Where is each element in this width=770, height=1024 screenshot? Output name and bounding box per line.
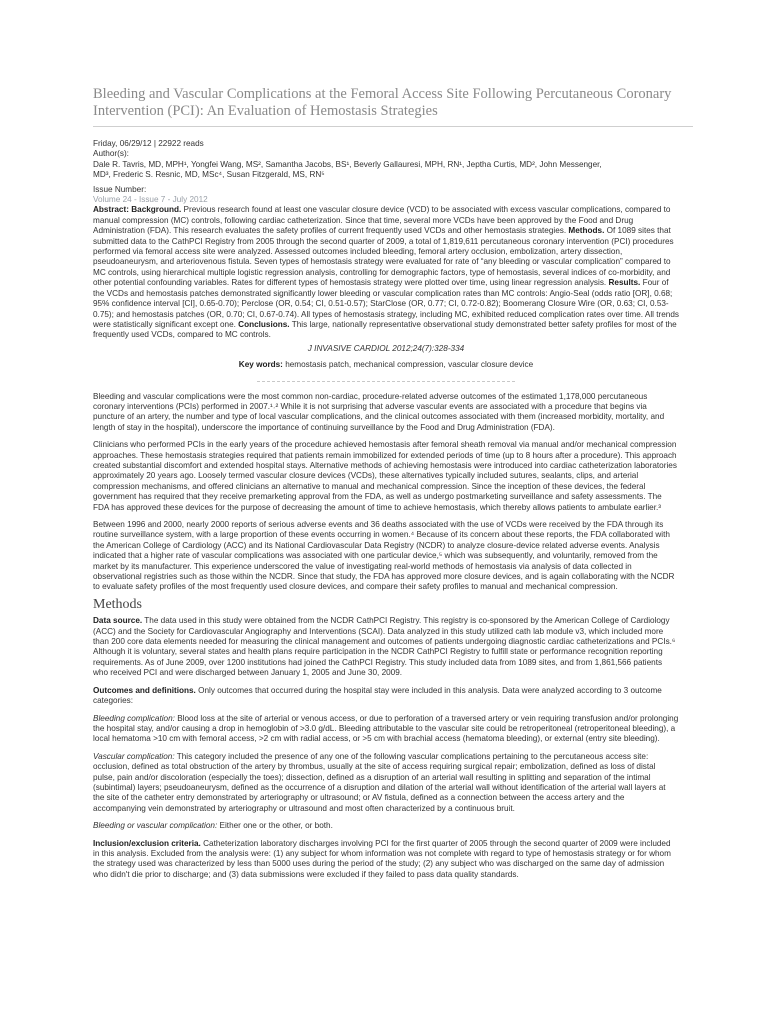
intro-paragraph-1: Bleeding and vascular complications were the most common non-cardiac, procedure-related adverse outcomes of the estimated 1,178,000 percutaneous coronary interventions (PCIs) performed in 2007.¹˒² While it is not surprising that adverse vascular events are associated with a procedure that begins via puncture of an artery, the number and type of local vascular complications, and the clinical outcomes associated with them (increased morbidity, mortality, and length of stay in the hospital), underscore the importance of continuing surveillance by the Food and Drug Administration (FDA). <box>93 391 665 432</box>
conclusions-label: Conclusions. <box>238 319 290 329</box>
either-paragraph <box>93 821 679 831</box>
issue-value: Volume 24 - Issue 7 - July 2012 <box>93 195 208 205</box>
outcomes-paragraph <box>93 686 679 707</box>
background-text: Previous research found at least one vascular closure device (VCD) to be associated with excess vascular complications, compared to manual compression (MC) controls, following cardiac catheterization. Since that time, several more VCDs have been approved by the Food and Drug Administration (FDA). This research evaluates the safety profiles of current frequently used VCDs and other hemostasis strategies. <box>93 205 671 236</box>
article-page <box>93 0 679 887</box>
article-meta <box>93 139 679 205</box>
results-label: Results. <box>608 278 641 288</box>
issue-label: Issue Number: <box>93 184 147 194</box>
inclusion-text: Catheterization laboratory discharges involving PCI for the first quarter of 2005 through the second quarter of 2009 were included in this analysis. Excluded from the analysis were: (1) any subject for whom information was not complete with regard to type of hemostasis strategy or for whom the strategy used was characterized by less than 5000 uses during the period of the study; (2) any subject who was discharged on the same day of admission who didn't die prior to discharge; and (3) data submissions were excluded if they failed to pass data quality standards. <box>93 838 671 879</box>
vascular-text: This category included the presence of any one of the following vascular complications pertaining to the percutaneous access site: occlusion, defined as total obstruction of the artery by thrombus, usually at the site of access requiring surgical repair; embolization, defined as loss of distal pulse, pain and/or discoloration (especially the toes); dissection, defined as a disruption of an arterial wall resulting in splitting and separation of the intimal (subintimal) layers; pseudoaneurysm, defined as the occurrence of a disruption and dilation of the arterial wall without identification of the arterial wall layers at the site of the catheter entry demonstrated by arteriography or ultrasound; or AV fistula, defined as a connection between the access artery and the accompanying vein demonstrated by arteriography or ultrasound and most often characterized by a continuous bruit. <box>93 751 666 813</box>
conclusions-text: This large, nationally representative observational study demonstrated better safety profiles for most of the frequently used VCDs, compared to MC controls. <box>93 319 677 340</box>
vascular-label: Vascular complication: <box>93 751 175 761</box>
results-text: Four of the VCDs and hemostasis patches demonstrated significantly lower bleeding or vascular complication rates than MC controls: Angio-Seal (odds ratio [OR], 0.68; 95% confidence interval [CI], 0.65-0.70); Perclose (OR, 0.54; CI, 0.51-0.57); StarClose (OR, 0.77; CI, 0.72-0.82); Boomerang Closure Wire (OR, 0.63; CI, 0.53-0.75); and hemostasis patches (OR, 0.70; CI, 0.67-0.74). All types of hemostasis strategy, including MC, exhibited reduced complication rates over time. All trends were statistically significant except one. <box>93 278 679 329</box>
outcomes-label: Outcomes and definitions. <box>93 685 196 695</box>
abstract-label: Abstract: <box>93 205 129 215</box>
outcomes-text: Only outcomes that occurred during the hospital stay were included in this analysis. Data were analyzed according to 3 outcome categories: <box>93 685 662 706</box>
methods-label: Methods. <box>568 226 605 236</box>
article-body <box>93 139 679 880</box>
keywords <box>93 360 679 370</box>
data-source-label: Data source. <box>93 616 143 626</box>
date-reads: Friday, 06/29/12 | 22922 reads <box>93 139 204 148</box>
authors-line-1: Dale R. Tavris, MD, MPH¹, Yongfei Wang, MS², Samantha Jacobs, BS¹, Beverly Gallauresi, MPH, RN¹, Jeptha Curtis, MD², John Messenger, <box>93 159 602 169</box>
title-divider <box>93 126 693 127</box>
vascular-paragraph <box>93 752 679 814</box>
bleeding-text: Blood loss at the site of arterial or venous access, or due to perforation of a traversed artery or vein requiring transfusion and/or prolonging the hospital stay, and/or causing a drop in hemoglobin of >3.0 g/dL. Bleeding attributable to the vascular site could be retroperitoneal (retroperitoneal bleeding), a local hematoma >10 cm with femoral access, >2 cm with radial access, or >5 cm with brachial access (hematoma bleeding), or external (entry site bleeding). <box>93 713 679 744</box>
section-divider <box>257 381 515 382</box>
data-source-paragraph <box>93 616 679 678</box>
methods-text: Of 1089 sites that submitted data to the CathPCI Registry from 2005 through the second quarter of 2009, a total of 1,819,611 percutaneous coronary intervention (PCI) procedures performed via femoral access site were analyzed. Assessed outcomes included bleeding, femoral artery occlusion, embolization, artery dissection, pseudoaneurysm, and arteriovenous fistula. Seven types of hemostasis strategy were evaluated for rate of “any bleeding or vascular complication” compared to MC controls, using hierarchical multiple logistic regression analysis, controlling for demographic factors, type of hemostasis, several indices of co-morbidity, and other potential confounding variables. Rates for different types of hemostasis strategy were plotted over time, using linear regression analysis. <box>93 226 674 288</box>
article-title: Bleeding and Vascular Complications at the Femoral Access Site Following Percutaneous Coronary Intervention (PCI): An Evaluation of Hemostasis Strategies <box>93 86 672 119</box>
bleeding-label: Bleeding complication: <box>93 713 175 723</box>
bleeding-paragraph <box>93 714 679 745</box>
either-label: Bleeding or vascular complication: <box>93 821 218 831</box>
intro-paragraph-2: Clinicians who performed PCIs in the early years of the procedure achieved hemostasis after femoral sheath removal via manual and/or mechanical compression approaches. These hemostasis strategies required that patients remain immobilized for extended periods of time (up to 8 hours after a procedure). This approach created substantial discomfort and extended hospital stays. Alternative methods of achieving hemostasis were introduced into cardiac catheterization laboratories approximately 20 years ago. Loosely termed vascular closure devices (VCDs), these alternatives typically included sutures, sealants, clips, and arterial compression mechanisms, and offered clinicians an alternative to manual and mechanical compression. Since the inception of these devices, the federal government has required that they receive premarketing approval from the FDA, as well as undergo postmarketing surveillance and safety assessments. The FDA has approved these devices for the purpose of decreasing the amount of time to achieve hemostasis, which thereby allows patients to ambulate earlier.³ <box>93 440 677 512</box>
intro-paragraph-3: Between 1996 and 2000, nearly 2000 reports of serious adverse events and 36 deaths associated with the use of VCDs were received by the FDA through its routine surveillance system, with a large proportion of these events occurring in women.⁴ Because of its concern about these reports, the FDA collaborated with the American College of Cardiology (ACC) and its National Cardiovascular Data Registry (NCDR) to analyze closure-device related adverse events. Analysis indicated that a higher rate of vascular complications was associated with one particular device,⁵ which was subsequently, and voluntarily, removed from the market by its manufacturer. This experience underscored the value of investigating real-world methods of hemostasis via analysis of data collected in observational registries such as those within the NCDR. Since that study, the FDA has approved more closure devices, and is again collaborating with the NCDR to evaluate safety profiles of the most frequently used closure devices, and compare their safety profiles to manual and mechanical compression. <box>93 520 675 592</box>
authors-label: Author(s): <box>93 149 129 159</box>
abstract <box>93 205 679 340</box>
citation: J INVASIVE CARDIOL 2012;24(7):328-334 <box>307 343 465 353</box>
authors-line-2: MD³, Frederic S. Resnic, MD, MSc⁴, Susan Fitzgerald, MS, RN⁵ <box>93 170 325 180</box>
keywords-text: hemostasis patch, mechanical compression, vascular closure device <box>282 360 534 370</box>
data-source-text: The data used in this study were obtained from the NCDR CathPCI Registry. This registry is co-sponsored by the American College of Cardiology (ACC) and the Society for Cardiovascular Angiography and Interventions (SCAI). Data analyzed in this study utilized cath lab module v3, which included more than 200 core data elements needed for measuring the clinical management and outcomes of patients undergoing diagnostic cardiac catheterizations and PCIs.⁶ Although it is voluntary, several states and health plans require participation in the NCDR CathPCI Registry to fulfill state or performance recognition reporting requirements. As of June 2009, over 1200 institutions had joined the CathPCI Registry. This study included data from 1089 sites, and from 1,861,566 patients who received PCI and were discharged between January 1, 2005 and June 30, 2009. <box>93 616 676 678</box>
either-text: Either one or the other, or both. <box>217 821 333 831</box>
methods-heading: Methods <box>93 596 142 612</box>
keywords-label: Key words: <box>238 360 283 370</box>
background-label: Background. <box>131 205 182 215</box>
inclusion-label: Inclusion/exclusion criteria. <box>93 838 201 848</box>
inclusion-paragraph <box>93 839 679 881</box>
